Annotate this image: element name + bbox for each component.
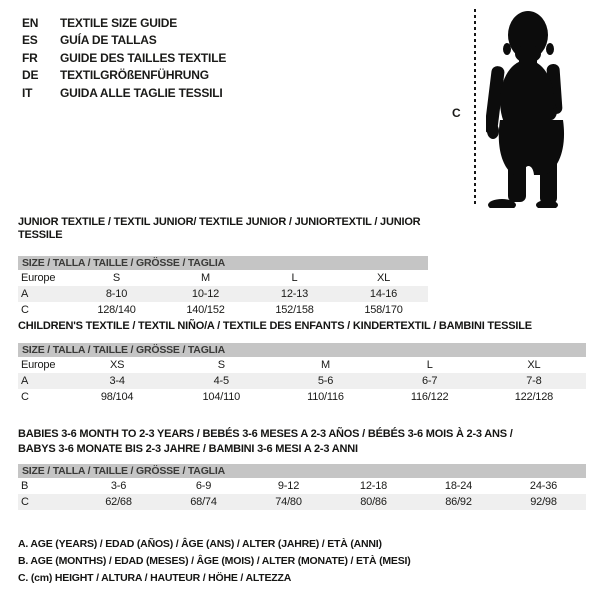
table-row (18, 286, 428, 302)
row-label: C (21, 304, 29, 316)
cell: 128/140 (97, 304, 136, 316)
cell: 9-12 (277, 480, 300, 492)
cell: 4-5 (169, 373, 273, 389)
cell: L (291, 272, 298, 284)
language-row (22, 50, 226, 67)
cell: 7-8 (482, 373, 586, 389)
table-row (18, 373, 586, 389)
cell: 10-12 (161, 286, 250, 302)
cell: XS (109, 359, 125, 371)
language-title: TEXTILE SIZE GUIDE (60, 16, 178, 30)
footnote-c: C. (cm) HEIGHT / ALTURA / HAUTEUR / HÖHE / ALTEZZA (18, 572, 292, 584)
table-row (18, 302, 428, 318)
row-label: A (18, 286, 72, 302)
cell: 116/122 (410, 391, 449, 403)
cell: 158/170 (364, 304, 403, 316)
language-list (22, 15, 226, 102)
cell: 104/110 (202, 391, 241, 403)
cell: 12-18 (359, 480, 388, 492)
table-row (18, 478, 586, 494)
section-title: BABIES 3-6 MONTH TO 2-3 YEARS / BEBÉS 3-6 MESES A 2-3 AÑOS / BÉBÉS 3-6 MOIS À 2-3 ANS / BABYS 3-6 MONATE BIS 2-3 JAHRE / BAMBINI 3-6 MESI A 2-3 ANNI (18, 428, 513, 455)
cell: 152/158 (275, 304, 314, 316)
section-babies-textile (18, 427, 586, 510)
cell: 98/104 (100, 391, 134, 403)
cell: 110/116 (307, 391, 344, 403)
cell: XL (376, 272, 391, 284)
language-row (22, 67, 226, 84)
size-header-bar: SIZE / TALLA / TAILLE / GRÖSSE / TAGLIA (18, 464, 586, 478)
toddler-silhouette-icon (486, 8, 570, 208)
cell: S (112, 272, 121, 284)
cell: 6-7 (378, 373, 482, 389)
table-row (18, 270, 428, 286)
row-label: B (21, 480, 29, 492)
cell: M (320, 359, 330, 371)
footnotes (18, 536, 411, 587)
cell: 12-13 (250, 286, 339, 302)
section-title: CHILDREN'S TEXTILE / TEXTIL NIÑO/A / TEXTILE DES ENFANTS / KINDERTEXTIL / BAMBINI TESSILE (18, 320, 532, 332)
language-row (22, 85, 226, 102)
section-children-textile (18, 320, 586, 405)
table-row (18, 389, 586, 405)
language-row (22, 15, 226, 32)
language-title: GUIDE DES TAILLES TEXTILE (60, 50, 227, 65)
cell: L (426, 359, 433, 371)
row-label: Europe (21, 359, 56, 371)
size-table (18, 478, 586, 510)
language-code: ES (22, 33, 38, 48)
cell: 86/92 (416, 494, 501, 510)
cell: 3-4 (65, 373, 169, 389)
cell: 122/128 (514, 391, 554, 403)
table-row (18, 494, 586, 510)
cell: 24-36 (529, 480, 558, 492)
cell: 14-16 (339, 286, 428, 302)
footnote-b: B. AGE (MONTHS) / EDAD (MESES) / ÂGE (MOIS) / ALTER (MONATE) / ETÀ (MESI) (18, 555, 411, 567)
cell: S (217, 359, 225, 371)
row-label: C (21, 391, 29, 403)
cell: 18-24 (444, 480, 473, 492)
cell: 80/86 (331, 494, 416, 510)
cell: 6-9 (195, 480, 212, 492)
language-title: TEXTILGRÖßENFÜHRUNG (60, 68, 209, 83)
row-label: A (18, 373, 65, 389)
size-header-bar: SIZE / TALLA / TAILLE / GRÖSSE / TAGLIA (18, 343, 586, 357)
cell: 3-6 (110, 480, 127, 492)
cell: 140/152 (186, 304, 225, 316)
cell: 5-6 (273, 373, 377, 389)
height-c-label: C (452, 106, 461, 120)
size-table (18, 357, 586, 405)
size-table (18, 270, 428, 318)
size-header-bar: SIZE / TALLA / TAILLE / GRÖSSE / TAGLIA (18, 256, 428, 270)
footnote-a: A. AGE (YEARS) / EDAD (AÑOS) / ÂGE (ANS) / ALTER (JAHRE) / ETÀ (ANNI) (18, 538, 382, 550)
cell: 74/80 (246, 494, 331, 510)
cell: M (201, 272, 210, 284)
table-row (18, 357, 586, 373)
row-label: Europe (21, 272, 56, 284)
cell: 92/98 (501, 494, 586, 510)
section-junior-textile (18, 216, 428, 318)
language-code: DE (22, 68, 39, 83)
language-title: GUIDA ALLE TAGLIE TESSILI (60, 85, 223, 100)
language-code: IT (22, 85, 33, 100)
cell: XL (527, 359, 541, 371)
language-code: EN (22, 16, 39, 30)
language-row (22, 32, 226, 49)
cell: 62/68 (76, 494, 161, 510)
row-label: C (18, 494, 76, 510)
language-title: GUÍA DE TALLAS (60, 33, 157, 48)
cell: 68/74 (161, 494, 246, 510)
section-title: JUNIOR TEXTILE / TEXTIL JUNIOR/ TEXTILE JUNIOR / JUNIORTEXTIL / JUNIOR TESSILE (18, 216, 421, 241)
cell: 8-10 (72, 286, 161, 302)
height-dashed-line (474, 9, 476, 207)
language-code: FR (22, 50, 38, 65)
